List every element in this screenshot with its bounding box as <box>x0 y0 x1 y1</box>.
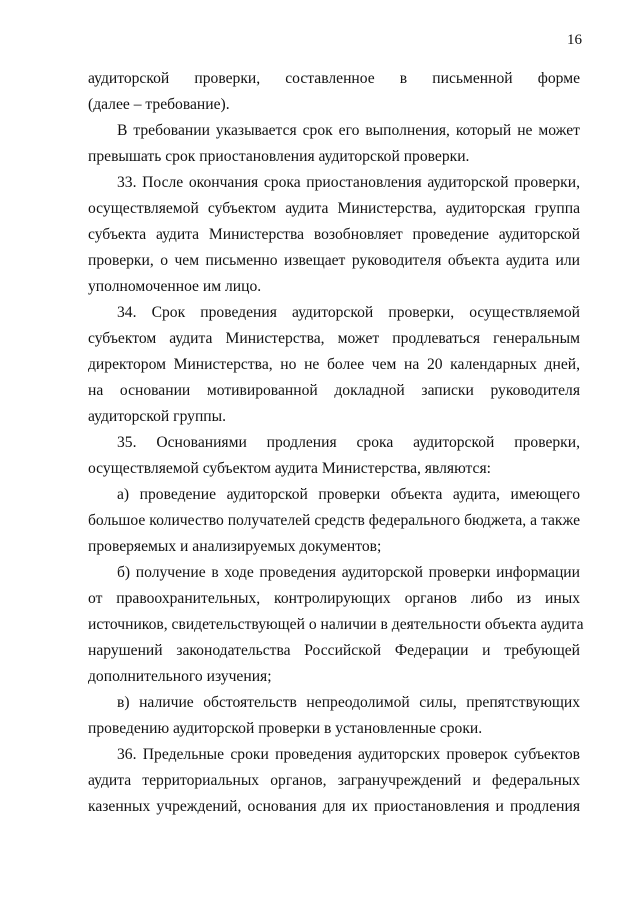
text-line: аудиторской проверки, составленное в письменной форме <box>88 70 580 87</box>
text-line: аудиторской группы. <box>88 408 227 425</box>
text-line: В требовании указывается срок его выполнения, который не может <box>117 122 580 139</box>
text-line: нарушений законодательства Российской Федерации и требующей <box>88 642 580 659</box>
text-line: превышать срок приостановления аудиторской проверки. <box>88 148 470 165</box>
paragraph-35-b <box>88 560 584 690</box>
text-line: 35. Основаниями продления срока аудиторской проверки, <box>117 434 580 451</box>
text-line: проверки, о чем письменно извещает руководителя объекта аудита или <box>88 252 580 269</box>
text-line: дополнительного изучения; <box>88 668 272 685</box>
text-line: от правоохранительных, контролирующих органов либо из иных <box>88 590 580 607</box>
text-line: аудита территориальных органов, загранучреждений и федеральных <box>88 772 580 789</box>
text-line: осуществляемой субъектом аудита Министерства, аудиторская группа <box>88 200 580 217</box>
paragraph-36 <box>88 742 580 820</box>
paragraph-requirement-deadline <box>88 118 580 170</box>
paragraph-33 <box>88 170 580 300</box>
text-line: а) проведение аудиторской проверки объекта аудита, имеющего <box>117 486 580 503</box>
paragraph-35-v <box>88 690 580 742</box>
text-line: проверяемых и анализируемых документов; <box>88 538 382 555</box>
paragraph-35-a <box>88 482 580 560</box>
text-line: большое количество получателей средств федерального бюджета, а также <box>88 512 580 529</box>
body-text <box>88 66 584 820</box>
text-line: 33. После окончания срока приостановления аудиторской проверки, <box>117 174 580 191</box>
text-line: б) получение в ходе проведения аудиторской проверки информации <box>117 564 580 581</box>
text-line: осуществляемой субъектом аудита Министерства, являются: <box>88 460 491 477</box>
paragraph-continuation <box>88 66 580 118</box>
text-line: 36. Предельные сроки проведения аудиторских проверок субъектов <box>117 746 580 763</box>
page-number: 16 <box>567 32 582 48</box>
text-line: (далее – требование). <box>88 96 230 113</box>
paragraph-35 <box>88 430 580 482</box>
text-line: источников, свидетельствующей о наличии в деятельности объекта аудита <box>88 616 584 633</box>
text-line: казенных учреждений, основания для их приостановления и продления <box>88 798 580 815</box>
text-line: проведению аудиторской проверки в установленные сроки. <box>88 720 483 737</box>
text-line: директором Министерства, но не более чем на 20 календарных дней, <box>88 356 580 373</box>
text-line: в) наличие обстоятельств непреодолимой силы, препятствующих <box>117 694 580 711</box>
text-line: субъекта аудита Министерства возобновляет проведение аудиторской <box>88 226 580 243</box>
text-line: уполномоченное им лицо. <box>88 278 262 295</box>
paragraph-34 <box>88 300 580 430</box>
text-line: на основании мотивированной докладной записки руководителя <box>88 382 580 399</box>
text-line: 34. Срок проведения аудиторской проверки, осуществляемой <box>117 304 580 321</box>
text-line: субъектом аудита Министерства, может продлеваться генеральным <box>88 330 580 347</box>
